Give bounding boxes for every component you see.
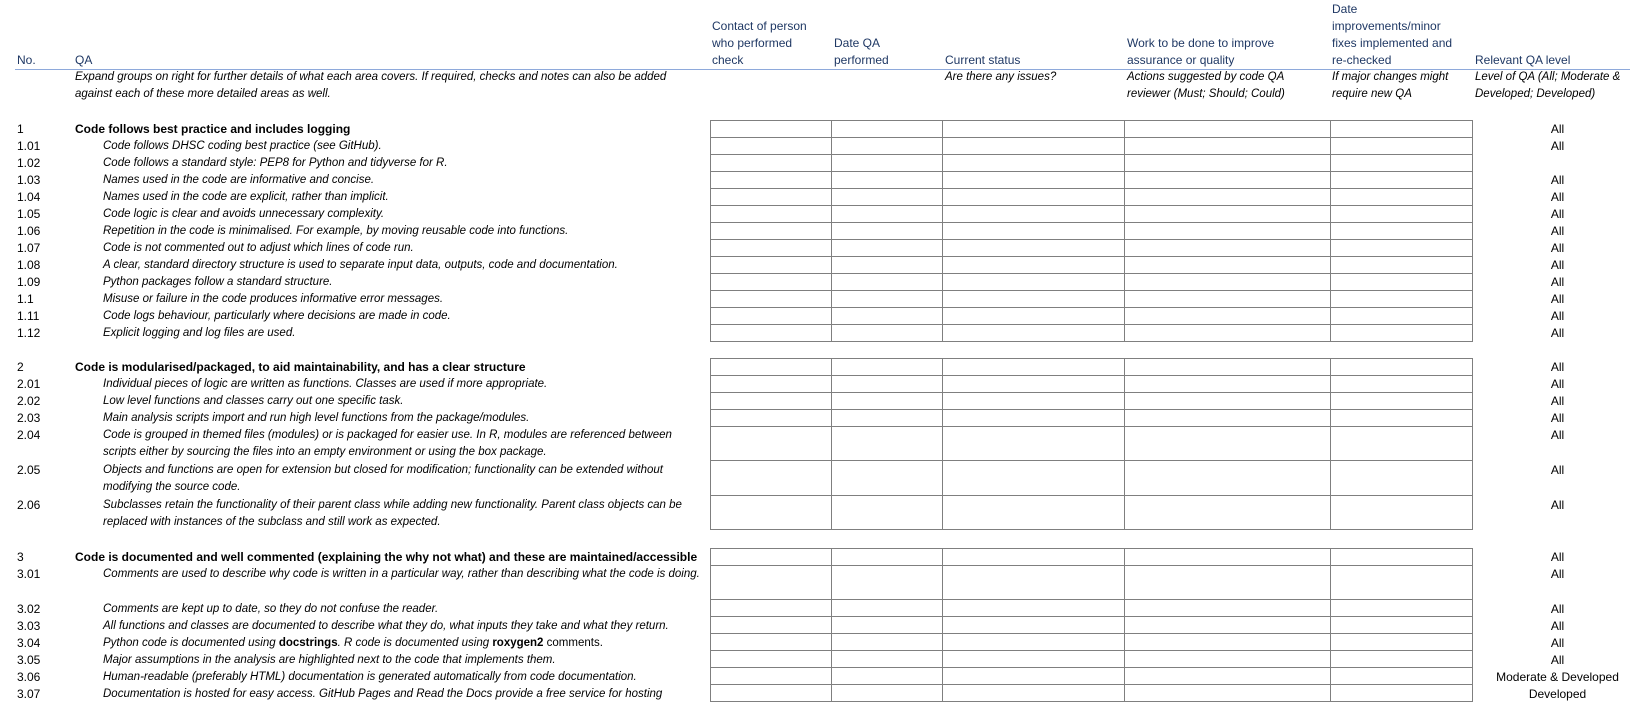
qa-level: All [1550, 567, 1565, 581]
work-cell[interactable] [1125, 223, 1331, 240]
item-text: Documentation is hosted for easy access. GitHub Pages and Read the Docs provide a free service for hosting [103, 688, 663, 700]
item-text: All functions and classes are documented to describe what they do, what inputs they take and what they return. [103, 620, 669, 632]
contact-cell[interactable] [711, 461, 832, 496]
grid-row [711, 461, 1473, 496]
item-text: A clear, standard directory structure is used to separate input data, outputs, code and documentation. [103, 259, 618, 271]
date-qa-cell[interactable] [832, 617, 943, 634]
contact-cell[interactable] [711, 138, 832, 155]
work-cell[interactable] [1125, 461, 1331, 496]
date-fixed-cell[interactable] [1331, 393, 1473, 410]
status-cell[interactable] [943, 291, 1125, 308]
qa-level: All [1550, 377, 1565, 391]
item-number: 3.06 [17, 670, 41, 684]
date-fixed-cell[interactable] [1331, 566, 1473, 600]
item-number: 2.05 [17, 463, 41, 477]
subheader-qa: Expand groups on right for further details of what each area covers. If required, checks and notes can also be added against each of these more detailed areas as well. [75, 71, 667, 100]
grid-row [711, 410, 1473, 427]
date-fixed-cell[interactable] [1331, 549, 1473, 566]
qa-level: All [1550, 360, 1565, 374]
contact-cell[interactable] [711, 240, 832, 257]
grid-row [711, 257, 1473, 274]
grid-row [711, 274, 1473, 291]
contact-cell[interactable] [711, 600, 832, 617]
contact-cell[interactable] [711, 291, 832, 308]
item-text: Major assumptions in the analysis are highlighted next to the code that implements them. [103, 654, 556, 666]
work-cell[interactable] [1125, 274, 1331, 291]
date-fixed-cell[interactable] [1331, 325, 1473, 342]
item-text-part: comments. [543, 637, 603, 649]
item-text: Code logs behaviour, particularly where decisions are made in code. [103, 310, 451, 322]
date-qa-cell[interactable] [832, 651, 943, 668]
contact-cell[interactable] [711, 668, 832, 685]
section-number: 1 [17, 122, 24, 136]
item-text-part: . R code is documented using [337, 637, 493, 649]
contact-cell[interactable] [711, 410, 832, 427]
contact-cell[interactable] [711, 359, 832, 376]
date-qa-cell[interactable] [832, 393, 943, 410]
grid-row [711, 121, 1473, 138]
work-cell[interactable] [1125, 155, 1331, 172]
item-text: Code is not commented out to adjust which lines of code run. [103, 242, 414, 254]
item-text: Subclasses retain the functionality of their parent class while adding new functionality. Parent class objects can be replaced with instances of the subclass and still work as expected. [103, 499, 682, 528]
date-fixed-cell[interactable] [1331, 496, 1473, 530]
date-qa-cell[interactable] [832, 600, 943, 617]
item-number: 3.03 [17, 619, 41, 633]
item-text: Objects and functions are open for extension but closed for modification; functionality can be extended without modifying the source code. [103, 464, 664, 493]
item-text: Comments are kept up to date, so they do not confuse the reader. [103, 603, 439, 615]
date-qa-cell[interactable] [832, 496, 943, 530]
contact-cell[interactable] [711, 308, 832, 325]
work-cell[interactable] [1125, 325, 1331, 342]
status-cell[interactable] [943, 427, 1125, 461]
item-number: 2.01 [17, 377, 41, 391]
contact-cell[interactable] [711, 651, 832, 668]
grid-row [711, 376, 1473, 393]
grid-row [711, 325, 1473, 342]
item-text-code: roxygen2 [492, 637, 544, 649]
status-cell[interactable] [943, 600, 1125, 617]
grid-row [711, 240, 1473, 257]
status-cell[interactable] [943, 325, 1125, 342]
qa-level: All [1550, 428, 1565, 442]
contact-cell[interactable] [711, 634, 832, 651]
contact-cell[interactable] [711, 427, 832, 461]
contact-cell[interactable] [711, 376, 832, 393]
work-cell[interactable] [1125, 668, 1331, 685]
status-cell[interactable] [943, 138, 1125, 155]
header-work-to-be-done: Work to be done to improve assurance or quality [1127, 36, 1275, 67]
date-qa-cell[interactable] [832, 223, 943, 240]
date-fixed-cell[interactable] [1331, 410, 1473, 427]
status-cell[interactable] [943, 496, 1125, 530]
item-text: Comments are used to describe why code is written in a particular way, rather than describing what the code is doing. [103, 568, 700, 580]
grid-row [711, 359, 1473, 376]
status-cell[interactable] [943, 393, 1125, 410]
date-qa-cell[interactable] [832, 461, 943, 496]
date-fixed-cell[interactable] [1331, 427, 1473, 461]
status-cell[interactable] [943, 668, 1125, 685]
work-cell[interactable] [1125, 308, 1331, 325]
item-text: Code is grouped in themed files (modules) or is packaged for easier use. In R, modules are referenced between scripts either by sourcing the files into an empty environment or using the box package. [103, 429, 672, 458]
qa-level: All [1550, 309, 1565, 323]
date-fixed-cell[interactable] [1331, 240, 1473, 257]
date-qa-cell[interactable] [832, 121, 943, 138]
qa-level: All [1550, 207, 1565, 221]
item-text: Repetition in the code is minimalised. For example, by moving reusable code into functions. [103, 225, 569, 237]
qa-level: All [1550, 224, 1565, 238]
date-qa-cell[interactable] [832, 206, 943, 223]
contact-cell[interactable] [711, 257, 832, 274]
qa-level: All [1550, 619, 1565, 633]
date-qa-cell[interactable] [832, 359, 943, 376]
subheader-date-improvements: If major changes might require new QA [1332, 71, 1449, 100]
date-fixed-cell[interactable] [1331, 138, 1473, 155]
item-number: 1.05 [17, 207, 41, 221]
contact-cell[interactable] [711, 393, 832, 410]
contact-cell[interactable] [711, 223, 832, 240]
grid-row [711, 549, 1473, 566]
item-number: 1.06 [17, 224, 41, 238]
date-fixed-cell[interactable] [1331, 155, 1473, 172]
item-number: 1.1 [17, 292, 34, 306]
item-number: 1.07 [17, 241, 41, 255]
date-fixed-cell[interactable] [1331, 651, 1473, 668]
item-number: 3.05 [17, 653, 41, 667]
qa-level: Developed [1528, 687, 1587, 701]
qa-level: All [1550, 275, 1565, 289]
item-text: Code follows DHSC coding best practice (see GitHub). [103, 140, 382, 152]
section-title: Code is documented and well commented (explaining the why not what) and these are maintained/accessible [75, 550, 698, 564]
qa-level: All [1550, 602, 1565, 616]
work-cell[interactable] [1125, 634, 1331, 651]
item-text: Explicit logging and log files are used. [103, 327, 296, 339]
date-fixed-cell[interactable] [1331, 685, 1473, 702]
work-cell[interactable] [1125, 600, 1331, 617]
header-no: No. [17, 53, 36, 67]
date-fixed-cell[interactable] [1331, 634, 1473, 651]
item-number: 1.01 [17, 139, 41, 153]
item-number: 1.08 [17, 258, 41, 272]
item-number: 3.01 [17, 567, 41, 581]
date-fixed-cell[interactable] [1331, 461, 1473, 496]
date-qa-cell[interactable] [832, 410, 943, 427]
work-cell[interactable] [1125, 138, 1331, 155]
item-text: Python packages follow a standard structure. [103, 276, 333, 288]
grid-row [711, 651, 1473, 668]
header-relevant-qa-level: Relevant QA level [1475, 53, 1571, 67]
work-cell[interactable] [1125, 240, 1331, 257]
grid-row [711, 155, 1473, 172]
status-cell[interactable] [943, 274, 1125, 291]
qa-level: All [1550, 292, 1565, 306]
date-fixed-cell[interactable] [1331, 223, 1473, 240]
status-cell[interactable] [943, 685, 1125, 702]
status-cell[interactable] [943, 172, 1125, 189]
grid-row [711, 600, 1473, 617]
qa-level: All [1550, 498, 1565, 512]
grid-row [711, 496, 1473, 530]
qa-level: All [1550, 122, 1565, 136]
grid-row [711, 172, 1473, 189]
qa-level: All [1550, 190, 1565, 204]
item-number: 2.03 [17, 411, 41, 425]
item-text: Names used in the code are informative and concise. [103, 174, 375, 186]
status-cell[interactable] [943, 206, 1125, 223]
status-cell[interactable] [943, 308, 1125, 325]
qa-level: All [1550, 463, 1565, 477]
date-qa-cell[interactable] [832, 274, 943, 291]
date-qa-cell[interactable] [832, 240, 943, 257]
status-cell[interactable] [943, 634, 1125, 651]
work-cell[interactable] [1125, 359, 1331, 376]
item-text: Individual pieces of logic are written as functions. Classes are used if more appropriate. [103, 378, 548, 390]
item-number: 1.02 [17, 156, 41, 170]
date-qa-cell[interactable] [832, 172, 943, 189]
item-text: Names used in the code are explicit, rather than implicit. [103, 191, 389, 203]
item-number: 3.02 [17, 602, 41, 616]
date-qa-cell[interactable] [832, 566, 943, 600]
date-fixed-cell[interactable] [1331, 257, 1473, 274]
header-current-status: Current status [945, 53, 1021, 67]
header-qa: QA [75, 53, 93, 67]
work-cell[interactable] [1125, 685, 1331, 702]
date-fixed-cell[interactable] [1331, 617, 1473, 634]
date-fixed-cell[interactable] [1331, 359, 1473, 376]
item-number: 1.12 [17, 326, 41, 340]
date-fixed-cell[interactable] [1331, 274, 1473, 291]
work-cell[interactable] [1125, 410, 1331, 427]
subheader-work: Actions suggested by code QA reviewer (Must; Should; Could) [1127, 71, 1285, 100]
work-cell[interactable] [1125, 121, 1331, 138]
qa-level: All [1550, 636, 1565, 650]
item-text [103, 635, 708, 652]
date-qa-cell[interactable] [832, 549, 943, 566]
date-fixed-cell[interactable] [1331, 600, 1473, 617]
item-text: Main analysis scripts import and run high level functions from the package/modules. [103, 412, 530, 424]
date-qa-cell[interactable] [832, 257, 943, 274]
item-text: Code follows a standard style: PEP8 for Python and tidyverse for R. [103, 157, 448, 169]
work-cell[interactable] [1125, 427, 1331, 461]
work-cell[interactable] [1125, 566, 1331, 600]
grid-row [711, 634, 1473, 651]
item-text-part: Python code is documented using [103, 637, 279, 649]
grid-row [711, 617, 1473, 634]
work-cell[interactable] [1125, 617, 1331, 634]
item-number: 1.03 [17, 173, 41, 187]
item-text: Human-readable (preferably HTML) documentation is generated automatically from code documentation. [103, 671, 637, 683]
date-qa-cell[interactable] [832, 138, 943, 155]
work-cell[interactable] [1125, 376, 1331, 393]
qa-level: All [1550, 173, 1565, 187]
status-cell[interactable] [943, 240, 1125, 257]
item-text: Misuse or failure in the code produces informative error messages. [103, 293, 444, 305]
section-title: Code is modularised/packaged, to aid maintainability, and has a clear structure [75, 360, 526, 374]
section-title: Code follows best practice and includes logging [75, 122, 351, 136]
item-number: 3.07 [17, 687, 41, 701]
work-cell[interactable] [1125, 189, 1331, 206]
item-number: 1.04 [17, 190, 41, 204]
status-cell[interactable] [943, 617, 1125, 634]
qa-level: All [1550, 653, 1565, 667]
section-number: 3 [17, 550, 24, 564]
grid-body-2 [711, 359, 1473, 530]
work-cell[interactable] [1125, 172, 1331, 189]
contact-cell[interactable] [711, 566, 832, 600]
date-fixed-cell[interactable] [1331, 308, 1473, 325]
work-cell[interactable] [1125, 496, 1331, 530]
status-cell[interactable] [943, 549, 1125, 566]
grid-row [711, 291, 1473, 308]
status-cell[interactable] [943, 566, 1125, 600]
grid-row [711, 206, 1473, 223]
check-grid-section-3 [710, 548, 1473, 702]
subheader-level: Level of QA (All; Moderate & Developed; Developed) [1475, 71, 1621, 100]
date-qa-cell[interactable] [832, 325, 943, 342]
grid-row [711, 189, 1473, 206]
date-qa-cell[interactable] [832, 189, 943, 206]
status-cell[interactable] [943, 155, 1125, 172]
contact-cell[interactable] [711, 325, 832, 342]
section-number: 2 [17, 360, 24, 374]
date-qa-cell[interactable] [832, 427, 943, 461]
status-cell[interactable] [943, 410, 1125, 427]
item-number: 2.06 [17, 498, 41, 512]
item-text-code: docstrings [278, 637, 338, 649]
date-qa-cell[interactable] [832, 291, 943, 308]
work-cell[interactable] [1125, 549, 1331, 566]
work-cell[interactable] [1125, 393, 1331, 410]
date-qa-cell[interactable] [832, 685, 943, 702]
qa-level: All [1550, 139, 1565, 153]
header-date-improvements: Date improvements/minor fixes implemented and re-checked [1332, 2, 1453, 67]
contact-cell[interactable] [711, 549, 832, 566]
grid-row [711, 223, 1473, 240]
qa-level: All [1550, 411, 1565, 425]
work-cell[interactable] [1125, 206, 1331, 223]
status-cell[interactable] [943, 461, 1125, 496]
date-fixed-cell[interactable] [1331, 121, 1473, 138]
contact-cell[interactable] [711, 496, 832, 530]
status-cell[interactable] [943, 257, 1125, 274]
contact-cell[interactable] [711, 206, 832, 223]
grid-row [711, 566, 1473, 600]
date-qa-cell[interactable] [832, 155, 943, 172]
item-text: Code logic is clear and avoids unnecessary complexity. [103, 208, 385, 220]
qa-level: All [1550, 394, 1565, 408]
status-cell[interactable] [943, 121, 1125, 138]
date-qa-cell[interactable] [832, 376, 943, 393]
qa-level: All [1550, 326, 1565, 340]
contact-cell[interactable] [711, 121, 832, 138]
status-cell[interactable] [943, 189, 1125, 206]
contact-cell[interactable] [711, 274, 832, 291]
grid-row [711, 668, 1473, 685]
subheader-status: Are there any issues? [945, 71, 1057, 83]
contact-cell[interactable] [711, 685, 832, 702]
status-cell[interactable] [943, 359, 1125, 376]
work-cell[interactable] [1125, 291, 1331, 308]
contact-cell[interactable] [711, 172, 832, 189]
work-cell[interactable] [1125, 651, 1331, 668]
contact-cell[interactable] [711, 189, 832, 206]
date-fixed-cell[interactable] [1331, 668, 1473, 685]
check-grid-section-1 [710, 120, 1473, 342]
date-qa-cell[interactable] [832, 634, 943, 651]
item-number: 3.04 [17, 636, 41, 650]
item-number: 1.09 [17, 275, 41, 289]
qa-level: Moderate & Developed [1496, 670, 1619, 684]
work-cell[interactable] [1125, 257, 1331, 274]
date-qa-cell[interactable] [832, 308, 943, 325]
header-date-qa: Date QA performed [834, 36, 889, 67]
date-fixed-cell[interactable] [1331, 376, 1473, 393]
contact-cell[interactable] [711, 155, 832, 172]
date-fixed-cell[interactable] [1331, 172, 1473, 189]
item-text: Low level functions and classes carry out one specific task. [103, 395, 404, 407]
qa-level: All [1550, 550, 1565, 564]
item-number: 2.04 [17, 428, 41, 442]
qa-level: All [1550, 241, 1565, 255]
grid-row [711, 308, 1473, 325]
header-contact: Contact of person who performed check [712, 19, 807, 67]
status-cell[interactable] [943, 376, 1125, 393]
grid-row [711, 685, 1473, 702]
date-qa-cell[interactable] [832, 668, 943, 685]
status-cell[interactable] [943, 651, 1125, 668]
date-fixed-cell[interactable] [1331, 206, 1473, 223]
grid-row [711, 427, 1473, 461]
date-fixed-cell[interactable] [1331, 291, 1473, 308]
status-cell[interactable] [943, 223, 1125, 240]
grid-row [711, 393, 1473, 410]
grid-body-3 [711, 549, 1473, 702]
check-grid-section-2 [710, 358, 1473, 530]
grid-row [711, 138, 1473, 155]
qa-level: All [1550, 258, 1565, 272]
item-number: 1.11 [17, 309, 40, 323]
item-number: 2.02 [17, 394, 41, 408]
date-fixed-cell[interactable] [1331, 189, 1473, 206]
contact-cell[interactable] [711, 617, 832, 634]
grid-body-1 [711, 121, 1473, 342]
